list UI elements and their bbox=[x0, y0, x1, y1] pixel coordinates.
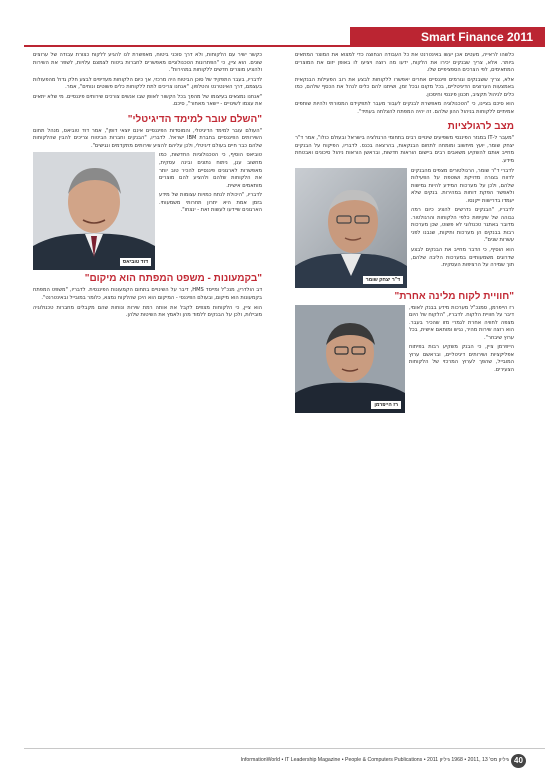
section-heading: מצב לרגולציות bbox=[447, 121, 514, 133]
section-heading: "חוויית לקוח מלינה אחרת" bbox=[394, 290, 514, 302]
paragraph: טוביאס הוסיף, כי הטכנולוגיות החדשות, כמו מחשוב ענן, ניתוח נתונים ובינה עסקית, מאפשרות לארגונים פיננסיים להכיר טוב יותר את הלקוחות שלהם ולהציע להם מוצרים מותאמים אישית. bbox=[159, 152, 262, 189]
page-footer bbox=[0, 748, 545, 774]
portrait-image bbox=[295, 305, 405, 413]
header-rule bbox=[24, 45, 545, 47]
paragraph: "אנחנו נמצאים בעיצומו של מהפך בכל הקשור לאופן שבו אנשים צורכים שירותים פיננסיים. מי שלא יתאים את עצמו לשינויים - יישאר מאחור", סיכם. bbox=[33, 93, 262, 108]
paragraph: כלשהו לראייה, מעטים אכן יעשו באינטרנט את כל העבודה הנחוצה כדי למצוא את המוצר המתאים ביותר. אלא, צריך שבנקים יכירו את הלקוח, ידעו מה רוצה ויציעו לו באופן יזום את המוצרים המתאימים, לפי הצרכים הספציפיים שלו. bbox=[295, 52, 514, 74]
right-column bbox=[295, 52, 514, 754]
photo-box bbox=[295, 305, 405, 413]
page-number: 40 bbox=[511, 754, 526, 768]
left-column bbox=[33, 52, 262, 754]
paragraph: הייפרמן ציין, כי הבנק משקיע רבות בפיתוח אפליקציות ושירותים דיגיטליים, ובראשם ערוץ המובייל, שהפך לערוץ המרכזי של הלקוחות הצעירים. bbox=[409, 344, 514, 373]
speaker-photo bbox=[295, 305, 405, 413]
speaker-photo bbox=[33, 152, 155, 270]
photo-caption: דוד טוביאס bbox=[120, 258, 151, 266]
paragraph: כקשר ישיר עם הלקוחות, ולא דרך סוכני ביטוח, מאפשרת לנו להגיע ללקוח כצורת עבודה של ערוצים שונים. הוא ציין, כי "הפתרונות הטכנולוגיים מאפשרים לחברות ביטוח לצמצם עלויות, לשפר את השירות ולהציע מוצרים חדשים ללקוחות במהירות". bbox=[33, 52, 262, 74]
paragraph: לדברי ד"ר שומר, הרגולטורים מצפים מהבנקים לדווח בצורה מדויקת ושוטפת על הפעילות שלהם, ולכן על מערכות המידע להיות גמישות ולאפשר הפקת דוחות במהירות. בנקים שלא יעמדו בדרישות ייקנסו. bbox=[411, 167, 514, 204]
photo-box bbox=[33, 152, 155, 270]
portrait-image bbox=[33, 152, 155, 270]
paragraph: אלא, צריך ששבנקים וגורמים פיננסיים אחרים יאפשרו ללקוחות לבצע את רוב הפעילות הבנקאית באמצעות הערוצים הדיגיטליים, בכל מקום ובכל זמן, ושיתנו להם כלים לנהל את הכסף שלהם, כמו כלים לניהול תקציב, תכנון פיננסי וחיסכון. bbox=[295, 76, 514, 98]
magazine-brand: Smart Finance 2011 bbox=[350, 27, 545, 47]
paragraph: הוא ציין, כי הלקוחות מצפים לקבל את אותה רמת שירות ונוחות שהם מקבלים מחברות טכנולוגיה מובילות, ולכן על הבנקים ללמוד מהן ולאמץ את השיטות שלהן. bbox=[33, 304, 262, 319]
paragraph: לדבריו, "היכולת לנתח כמויות עצומות של מידע בזמן אמת היא יתרון תחרותי משמעותי. הארגונים שיידעו לעשות זאת - ינצחו". bbox=[159, 192, 262, 214]
paragraph: רז הייפרמן, סמנכ"ל מערכות מידע בבנק לאומי, דיבר על חוויית הלקוח. לדבריו, "הלקוח של היום מצפה לחוויה אחרת לגמרי מזו שהכיר בעבר. הוא רוצה שירות מהיר, נגיש ומותאם אישית, בכל ערוץ שיבחר". bbox=[409, 304, 514, 341]
section-heading: "בקמעונות - משפט המפתח הוא מיקום" bbox=[84, 273, 262, 285]
paragraph: לדבריו, בעבר התפקיד של סוכן הביטוח היה מרכזי, אך כיום הלקוחות מעדיפים לבצע חלק גדול מהפעולות בעצמם, דרך האינטרנט והטלפון. "אנחנו צריכים לתת ללקוחות כלים פשוטים ונוחים", אמר. bbox=[33, 76, 262, 91]
paragraph: דב הולדרין, מנכ"ל ומייסד HMS, דיבר על השינויים בתחום הקמעונות הפיננסית. לדבריו, "משפט המפתח בקמעונות הוא מיקום, ובעולם הפיננסי - המיקום הוא היכן שהלקוח נמצא, כלומר במובייל ובאינטרנט". bbox=[33, 287, 262, 302]
paragraph: "העולם עובר למימד הדיגיטלי, והמוסדות הפיננסיים אינם יוצאי דופן", אמר דוד טוביאס, מנהל תחום השירותים הפיננסיים בחברת IBM ישראל. לדבריו, "הבנקים וחברות הביטוח צריכים להבין שהלקוחות שלהם כבר חיים בעולם דיגיטלי, ולכן עליהם להציע שירותים מתקדמים ונגישים". bbox=[33, 127, 262, 149]
section-heading: "השלם עובר למימד הדיגיטלי" bbox=[127, 113, 262, 125]
publication-line: InformationWorld • IT Leadership Magazine • People & Computers Publications • 2011 גיליון מס' 13 ,2011 • 1968 גיליון bbox=[240, 757, 509, 763]
portrait-image bbox=[295, 168, 407, 288]
photo-caption: ד"ר יצחק שומר bbox=[363, 276, 403, 284]
paragraph: "מעבר ל-IT במגזר הפיננסי משפיעים שינויים רבים בתחומי הרגולציה בישראל ובעולם כולו", אמר ד"ר יצחק שומר, יועץ מיחשוב ומומחה לתחום הבנקאות, בהרצאה בכנס. לדבריו, הפיקוח על הבנקים מחייב אותם להשקיע משאבים רבים ביישום הוראות חדשות, ובראשן הוראות ניהול סיכונים ואבטחת מידע. bbox=[295, 135, 514, 165]
paragraph: הוא הוסיף, כי הדבר מחייב את הבנקים לבצע שדרוגים משמעותיים במערכות הליבה שלהם, תוך שמירה על הרציפות העסקית. bbox=[411, 247, 514, 269]
footer-rule bbox=[24, 748, 545, 749]
photo-caption: רז הייפרמן bbox=[371, 401, 401, 409]
speaker-photo bbox=[295, 168, 407, 288]
page-header bbox=[0, 0, 545, 44]
photo-box bbox=[295, 168, 407, 288]
paragraph: הוא סיכם בציינו, כי "הטכנולוגיה מאפשרת לבנקים לעבור מעבר לתפקידם המסורתי ולהיות שותפים אמיתיים ללקוחות בניהול ההון שלהם. זה יהיה המפתח להצלחה בעתיד". bbox=[295, 101, 514, 115]
paragraph: לדבריו, "הבנקים נדרשים להציג כיום רמה גבוהה של שקיפות כלפי הלקוחות והרגולטור. מדובר באתגר טכנולוגי לא פשוט, שכן מערכות רבות בבנקים הן מערכות ותיקות, שנבנו לפני עשרות שנים". bbox=[411, 207, 514, 244]
